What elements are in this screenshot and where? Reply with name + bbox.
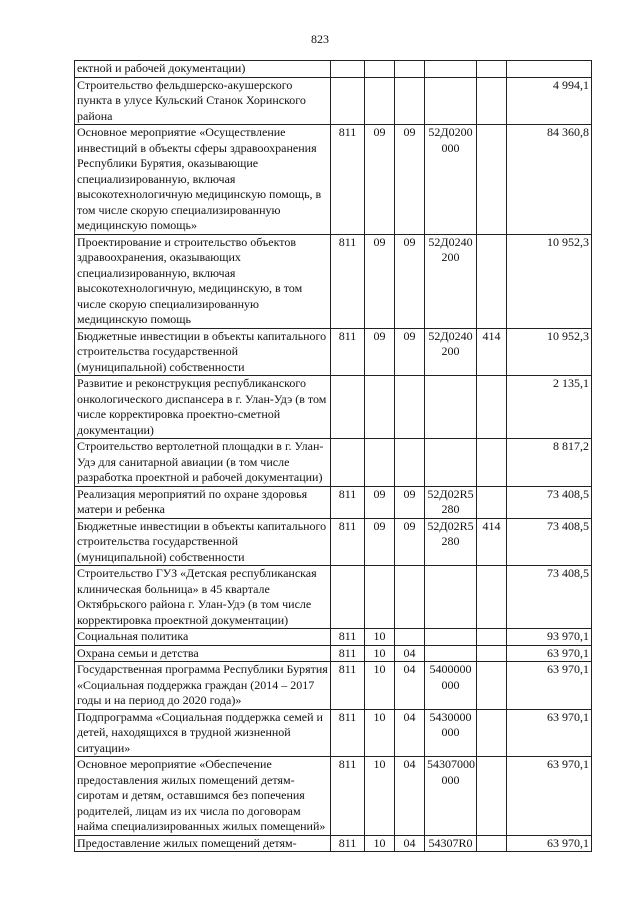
ministry-code <box>331 566 365 629</box>
table-row <box>75 125 592 235</box>
table-row <box>75 328 592 376</box>
ministry-code: 811 <box>331 629 365 646</box>
section-code <box>365 77 395 125</box>
target-code: 52Д0240 200 <box>425 328 477 376</box>
expense-type-code <box>477 629 507 646</box>
ministry-code: 811 <box>331 645 365 662</box>
target-code <box>425 77 477 125</box>
row-name: Подпрограмма «Социальная поддержка семей и детей, находящихся в трудной жизненной ситуации» <box>75 709 331 757</box>
subsection-code: 04 <box>395 835 425 852</box>
row-name: Строительство фельдшерско-акушерского пункта в улусе Кульский Станок Хоринского района <box>75 77 331 125</box>
target-code: 52Д02R5 280 <box>425 518 477 566</box>
ministry-code: 811 <box>331 757 365 836</box>
table-row <box>75 629 592 646</box>
ministry-code <box>331 77 365 125</box>
amount: 2 135,1 <box>507 376 592 439</box>
table-row <box>75 486 592 518</box>
expense-type-code <box>477 61 507 78</box>
subsection-code <box>395 629 425 646</box>
row-name: Предоставление жилых помещений детям- <box>75 835 331 852</box>
subsection-code: 04 <box>395 645 425 662</box>
row-name: Государственная программа Республики Бурятия «Социальная поддержка граждан (2014 – 2017 годы и на период до 2020 года)» <box>75 662 331 710</box>
amount: 63 970,1 <box>507 662 592 710</box>
subsection-code <box>395 61 425 78</box>
table-row <box>75 234 592 328</box>
row-name: Основное мероприятие «Обеспечение предоставления жилых помещений детям-сиротам и детям, оставшимся без попечения родителей, лицам из их числа по договорам найма специализированных жилых помещений» <box>75 757 331 836</box>
target-code: 5430000 000 <box>425 709 477 757</box>
section-code: 10 <box>365 709 395 757</box>
subsection-code <box>395 566 425 629</box>
amount: 93 970,1 <box>507 629 592 646</box>
row-name: ектной и рабочей документации) <box>75 61 331 78</box>
subsection-code: 04 <box>395 662 425 710</box>
subsection-code <box>395 376 425 439</box>
amount: 63 970,1 <box>507 757 592 836</box>
row-name: Основное мероприятие «Осуществление инвестиций в объекты сферы здравоохранения Республики Бурятия, оказывающие специализированную, включая высокотехнологичную медицинскую помощь, в том числе скорую специализированную медицинскую помощь» <box>75 125 331 235</box>
row-name: Охрана семьи и детства <box>75 645 331 662</box>
expense-type-code <box>477 757 507 836</box>
expense-type-code <box>477 709 507 757</box>
amount: 63 970,1 <box>507 709 592 757</box>
section-code: 09 <box>365 518 395 566</box>
target-code: 54307000 000 <box>425 757 477 836</box>
section-code: 10 <box>365 757 395 836</box>
expense-type-code <box>477 835 507 852</box>
subsection-code: 09 <box>395 328 425 376</box>
budget-table <box>74 60 592 852</box>
ministry-code: 811 <box>331 328 365 376</box>
expense-type-code: 414 <box>477 328 507 376</box>
ministry-code: 811 <box>331 709 365 757</box>
subsection-code: 09 <box>395 486 425 518</box>
section-code: 10 <box>365 629 395 646</box>
target-code <box>425 645 477 662</box>
amount: 10 952,3 <box>507 328 592 376</box>
table-row <box>75 77 592 125</box>
section-code: 10 <box>365 645 395 662</box>
row-name: Социальная политика <box>75 629 331 646</box>
section-code: 09 <box>365 234 395 328</box>
ministry-code <box>331 61 365 78</box>
amount: 10 952,3 <box>507 234 592 328</box>
subsection-code: 09 <box>395 125 425 235</box>
ministry-code: 811 <box>331 518 365 566</box>
table-row <box>75 645 592 662</box>
row-name: Развитие и реконструкция республиканского онкологического диспансера в г. Улан-Удэ (в том числе корректировка проектно-сметной документации) <box>75 376 331 439</box>
target-code: 52Д0240 200 <box>425 234 477 328</box>
amount: 73 408,5 <box>507 486 592 518</box>
target-code: 54307R0 <box>425 835 477 852</box>
table-row <box>75 439 592 487</box>
section-code: 09 <box>365 328 395 376</box>
table-row <box>75 757 592 836</box>
amount: 63 970,1 <box>507 645 592 662</box>
amount <box>507 61 592 78</box>
expense-type-code: 414 <box>477 518 507 566</box>
row-name: Строительство вертолетной площадки в г. Улан-Удэ для санитарной авиации (в том числе разработка проектной и рабочей документации) <box>75 439 331 487</box>
ministry-code: 811 <box>331 835 365 852</box>
ministry-code: 811 <box>331 662 365 710</box>
table-row <box>75 518 592 566</box>
row-name: Реализация мероприятий по охране здоровья матери и ребенка <box>75 486 331 518</box>
target-code <box>425 439 477 487</box>
section-code <box>365 439 395 487</box>
table-row <box>75 61 592 78</box>
ministry-code <box>331 376 365 439</box>
table-row <box>75 566 592 629</box>
subsection-code <box>395 439 425 487</box>
expense-type-code <box>477 662 507 710</box>
target-code <box>425 629 477 646</box>
target-code: 5400000 000 <box>425 662 477 710</box>
ministry-code: 811 <box>331 234 365 328</box>
target-code <box>425 61 477 78</box>
amount: 84 360,8 <box>507 125 592 235</box>
ministry-code: 811 <box>331 486 365 518</box>
page-number: 823 <box>311 32 329 46</box>
subsection-code <box>395 77 425 125</box>
expense-type-code <box>477 645 507 662</box>
table-row <box>75 709 592 757</box>
section-code: 09 <box>365 486 395 518</box>
subsection-code: 09 <box>395 518 425 566</box>
budget-rows <box>75 61 592 852</box>
expense-type-code <box>477 439 507 487</box>
expense-type-code <box>477 486 507 518</box>
target-code <box>425 566 477 629</box>
amount: 73 408,5 <box>507 518 592 566</box>
section-code <box>365 61 395 78</box>
subsection-code: 04 <box>395 757 425 836</box>
section-code: 10 <box>365 662 395 710</box>
table-row <box>75 835 592 852</box>
target-code: 52Д02R5 280 <box>425 486 477 518</box>
section-code <box>365 376 395 439</box>
expense-type-code <box>477 376 507 439</box>
ministry-code <box>331 439 365 487</box>
ministry-code: 811 <box>331 125 365 235</box>
amount: 4 994,1 <box>507 77 592 125</box>
amount: 8 817,2 <box>507 439 592 487</box>
expense-type-code <box>477 125 507 235</box>
target-code <box>425 376 477 439</box>
subsection-code: 09 <box>395 234 425 328</box>
target-code: 52Д0200 000 <box>425 125 477 235</box>
section-code: 09 <box>365 125 395 235</box>
expense-type-code <box>477 566 507 629</box>
amount: 63 970,1 <box>507 835 592 852</box>
row-name: Проектирование и строительство объектов здравоохранения, оказывающих специализированную, включая высокотехнологичную, медицинскую, в том числе скорую специализированную медицинскую помощь <box>75 234 331 328</box>
subsection-code: 04 <box>395 709 425 757</box>
section-code <box>365 566 395 629</box>
row-name: Бюджетные инвестиции в объекты капитального строительства государственной (муниципальной) собственности <box>75 518 331 566</box>
expense-type-code <box>477 234 507 328</box>
row-name: Бюджетные инвестиции в объекты капитального строительства государственной (муниципальной) собственности <box>75 328 331 376</box>
expense-type-code <box>477 77 507 125</box>
section-code: 10 <box>365 835 395 852</box>
table-row <box>75 376 592 439</box>
row-name: Строительство ГУЗ «Детская республиканская клиническая больница» в 45 квартале Октябрьского района г. Улан-Удэ (в том числе корректировка проектной документации) <box>75 566 331 629</box>
amount: 73 408,5 <box>507 566 592 629</box>
table-row <box>75 662 592 710</box>
